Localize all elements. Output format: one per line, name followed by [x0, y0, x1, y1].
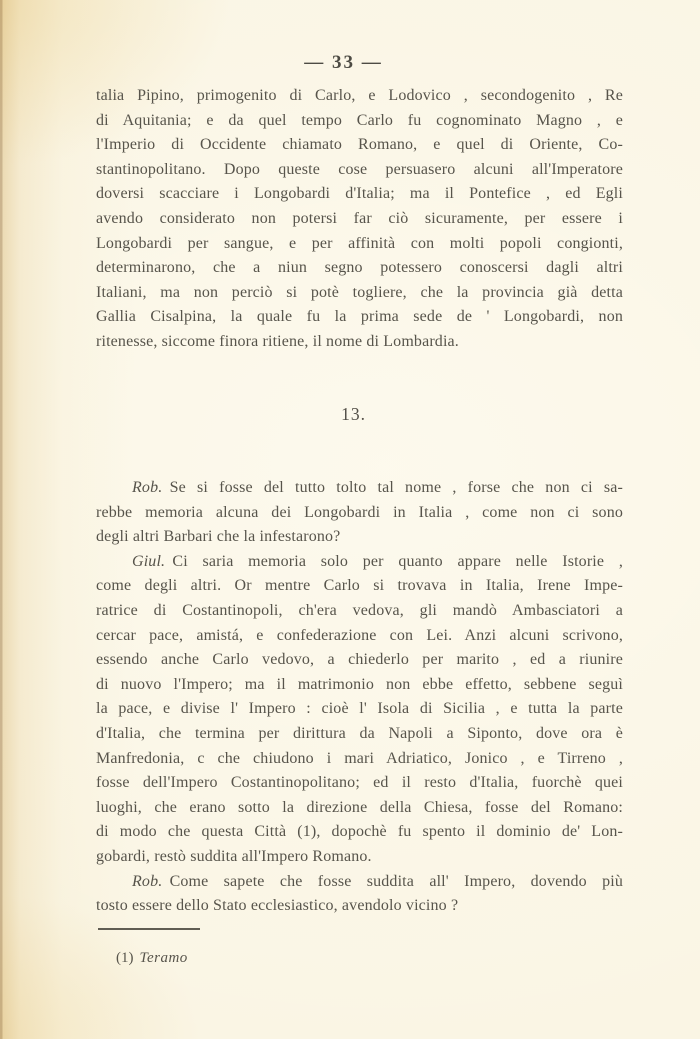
paragraph-rob-1 — [96, 476, 623, 550]
text-line: come degli altri. Or mentre Carlo si trovava in Italia, Irene Impe- — [96, 577, 623, 595]
footnote-text: Teramo — [139, 950, 188, 966]
text-line: di modo che questa Città (1), dopochè fu spento il dominio de' Lon- — [96, 823, 623, 841]
text-line: avendo considerato non potersi far ciò sicuramente, per essere i — [96, 209, 623, 227]
paragraph-continuation — [96, 84, 623, 355]
text-line: degli altri Barbari che la infestarono? — [96, 528, 341, 546]
text-line: tosto essere dello Stato ecclesiastico, avendolo vicino ? — [96, 897, 459, 915]
text-line: rebbe memoria alcuna dei Longobardi in Italia , come non ci sono — [96, 503, 623, 521]
text-line: stantinopolitano. Dopo queste cose persuasero alcuni all'Imperatore — [96, 160, 623, 178]
text-line — [96, 476, 623, 501]
text-line: luoghi, che erano sotto la direzione della Chiesa, fosse del Romano: — [96, 798, 623, 816]
text-line: ratrice di Costantinopoli, ch'era vedova, gli mandò Ambasciatori a — [96, 601, 623, 619]
text-line: Gallia Cisalpina, la quale fu la prima sede de ' Longobardi, non — [96, 308, 623, 326]
text-line: Italiani, ma non perciò si potè togliere, che la provincia già detta — [96, 283, 623, 301]
text-line: ritenesse, siccome finora ritiene, il nome di Lombardia. — [96, 332, 459, 350]
text-line: talia Pipino, primogenito di Carlo, e Lodovico , secondogenito , Re — [96, 87, 623, 104]
speaker-name: Giul. — [132, 552, 166, 570]
text-line: doversi scacciare i Longobardi d'Italia; ma il Pontefice , ed Egli — [96, 185, 623, 203]
section-heading: 13. — [341, 404, 366, 424]
paragraph-giul-1 — [96, 550, 623, 870]
text-line: l'Imperio di Occidente chiamato Romano, e quel di Oriente, Co- — [96, 136, 623, 154]
line-text: Se si fosse del tutto tolto tal nome , forse che non ci sa- — [169, 479, 623, 496]
text-line — [96, 550, 623, 575]
text-line: cercar pace, amistá, e confederazione con Lei. Anzi alcuni scrivono, — [96, 626, 623, 644]
text-line — [96, 870, 623, 895]
text-line: d'Italia, che termina per dirittura da Napoli a Siponto, dove ora è — [96, 724, 623, 742]
text-line: essendo anche Carlo vedovo, a chiederlo per marito , ed a riunire — [96, 651, 623, 669]
line-text: Come sapete che fosse suddita all' Impero, dovendo più — [169, 872, 623, 890]
text-line: Manfredonia, c che chiudono i mari Adriatico, Jonico , e Tirreno , — [96, 749, 623, 767]
dialogue-block — [96, 476, 623, 919]
line-text: Ci saria memoria solo per quanto appare nelle Istorie , — [172, 552, 623, 570]
page-number: — 33 — — [304, 52, 383, 73]
speaker-name: Rob. — [132, 479, 163, 496]
speaker-name: Rob. — [132, 872, 163, 890]
text-line: gobardi, restò suddita all'Impero Romano. — [96, 847, 372, 865]
text-line: fosse dell'Impero Costantinopolitano; ed il resto d'Italia, fuorchè quei — [96, 774, 623, 792]
text-line: di nuovo l'Impero; ma il matrimonio non ebbe effetto, sebbene seguì — [96, 675, 623, 693]
text-line: di Aquitania; e da quel tempo Carlo fu cognominato Magno , e — [96, 111, 623, 129]
text-line: Longobardi per sangue, e per affinità con molti popoli congionti, — [96, 234, 623, 252]
footnote-marker: (1) — [116, 950, 134, 966]
footnote — [116, 950, 188, 967]
footnote-separator-rule — [98, 928, 200, 930]
text-line: la pace, e divise l' Impero : cioè l' Isola di Sicilia , e tutta la parte — [96, 700, 623, 718]
text-line: determinarono, che a niun segno potessero conoscersi dagli altri — [96, 259, 623, 277]
paragraph-rob-2 — [96, 870, 623, 919]
